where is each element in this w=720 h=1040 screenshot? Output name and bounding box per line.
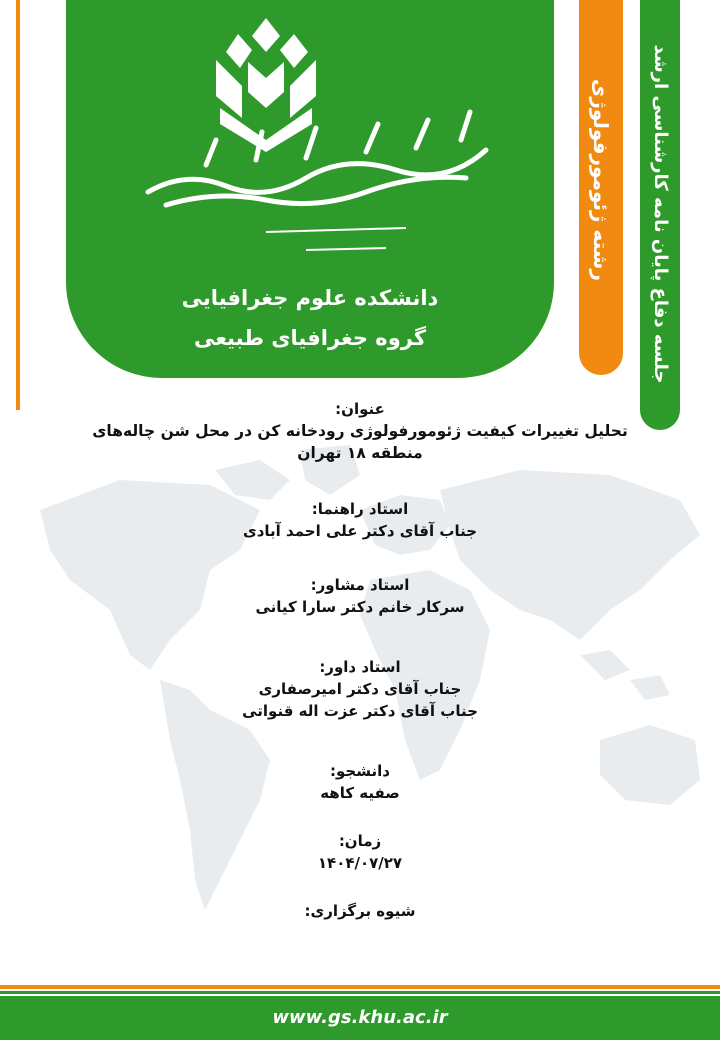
field-pill [579,0,623,375]
title-block [40,398,680,464]
thesis-title-line-1: تحلیل تغییرات کیفیت ژئومورفولوژی رودخانه کن در محل شن چاله‌های [92,422,628,440]
field-label: رشته ژئومورفولوژی [589,79,613,281]
footer-green-line [0,991,720,994]
student-block [40,760,680,804]
referee-name-2: جناب آقای دکتر عزت اله قنواتی [242,702,478,720]
footer-orange-line [0,985,720,989]
advisor-name: جناب آقای دکتر علی احمد آبادی [242,522,478,540]
university-emblem-icon [66,0,554,275]
referee-name-1: جناب آقای دکتر امیرصفاری [258,680,462,698]
date-value: ۱۴۰۴/۰۷/۲۷ [317,854,403,872]
faculty-name: دانشکده علوم جغرافیایی [181,286,439,310]
consultant-label: استاد مشاور: [310,576,410,594]
left-accent-line [16,0,20,410]
method-label: شیوه برگزاری: [304,902,416,920]
title-label: عنوان: [335,400,385,418]
advisor-block [40,498,680,542]
referees-block [40,656,680,722]
header-panel [66,0,554,378]
student-label: دانشجو: [330,762,390,780]
website-link[interactable]: www.gs.khu.ac.ir [272,1007,448,1028]
method-block [40,900,680,922]
department-name: گروه جغرافیای طبیعی [193,326,427,350]
consultant-block [40,574,680,618]
thesis-title-line-2: منطقه ۱۸ تهران [297,444,423,462]
footer-bar [0,996,720,1040]
defense-details [40,398,680,922]
advisor-label: استاد راهنما: [311,500,409,518]
student-name: صفیه کاهه [320,784,400,802]
defense-pill [640,0,680,430]
date-block [40,830,680,874]
consultant-name: سرکار خانم دکتر سارا کیانی [255,598,465,616]
referee-label: استاد داور: [319,658,401,676]
date-label: زمان: [338,832,382,850]
defense-session-label: جلسه دفاع پایان نامه کارشناسی ارشد [650,44,671,384]
